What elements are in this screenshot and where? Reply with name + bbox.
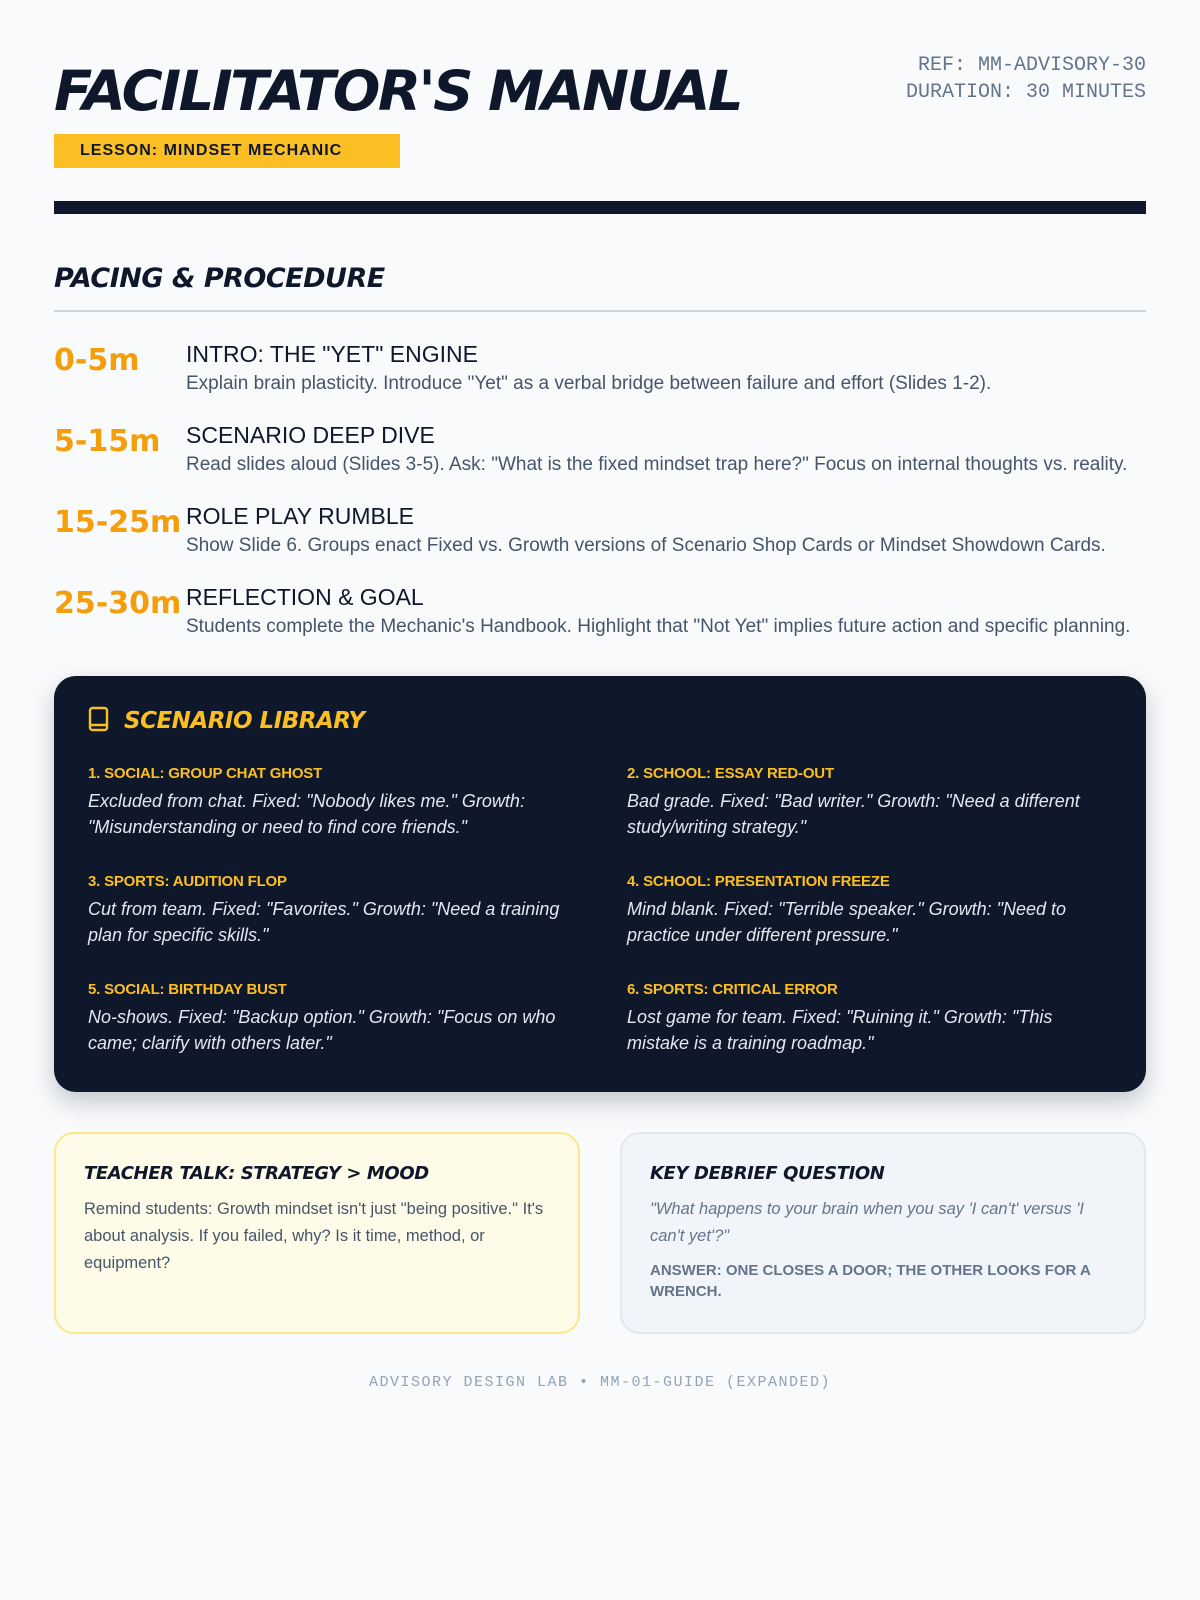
scenario-text: Mind blank. Fixed: "Terrible speaker." Growth: "Need to practice under different pressure." [627,899,1067,945]
section-divider [54,310,1146,312]
scenario-title: 5. SOCIAL: BIRTHDAY BUST [88,981,287,998]
debrief-box [620,1132,1146,1334]
callout-boxes [54,1132,1146,1334]
pacing-heading: ROLE PLAY RUMBLE [186,503,414,529]
scenario-card [627,980,1112,1056]
scenario-text: Lost game for team. Fixed: "Ruining it." Growth: "This mistake is a training roadmap." [627,1007,1053,1053]
pacing-list [54,340,1146,640]
pacing-row [54,502,1146,559]
pacing-description: Students complete the Mechanic's Handbook. Highlight that "Not Yet" implies future action and specific planning. [186,616,1131,637]
pacing-time: 15-25m [54,505,182,540]
header [54,0,1146,159]
lesson-badge: LESSON: MINDSET MECHANIC [54,134,400,168]
document-meta [906,52,1146,106]
teacher-talk-text: Remind students: Growth mindset isn't just "being positive." It's about analysis. If you failed, why? Is it time, method, or equipment? [84,1200,544,1272]
debrief-title: KEY DEBRIEF QUESTION [650,1163,885,1184]
pacing-time: 5-15m [54,424,161,459]
pacing-title: PACING & PROCEDURE [54,263,385,294]
pacing-row [54,421,1146,478]
scenario-card [88,764,573,840]
scenario-title: 1. SOCIAL: GROUP CHAT GHOST [88,765,323,782]
pacing-heading: REFLECTION & GOAL [186,584,424,610]
scenario-library [54,676,1146,1092]
scenario-card [88,980,573,1056]
pacing-section [54,262,1146,640]
page-title: FACILITATOR'S MANUAL [54,59,742,123]
footer: ADVISORY DESIGN LAB • MM-01-GUIDE (EXPANDED) [368,1374,832,1391]
pacing-row [54,340,1146,397]
debrief-answer: ANSWER: ONE CLOSES A DOOR; THE OTHER LOOKS FOR A WRENCH. [650,1262,1091,1300]
duration: DURATION: 30 MINUTES [905,81,1146,104]
book-icon [88,706,124,736]
pacing-row [54,583,1146,640]
pacing-heading: INTRO: THE "YET" ENGINE [186,341,478,367]
scenario-title: 3. SPORTS: AUDITION FLOP [88,873,287,890]
header-divider [54,201,1146,214]
scenario-text: Excluded from chat. Fixed: "Nobody likes me." Growth: "Misunderstanding or need to find core friends." [88,791,525,837]
scenario-title: 2. SCHOOL: ESSAY RED-OUT [627,765,834,782]
scenario-text: No-shows. Fixed: "Backup option." Growth: "Focus on who came; clarify with others later." [88,1007,556,1053]
pacing-time: 0-5m [54,343,140,378]
ref-code: REF: MM-ADVISORY-30 [917,54,1146,77]
pacing-heading: SCENARIO DEEP DIVE [186,422,435,448]
pacing-description: Read slides aloud (Slides 3-5). Ask: "What is the fixed mindset trap here?" Focus on internal thoughts vs. reality. [186,454,1128,475]
scenario-title: 4. SCHOOL: PRESENTATION FREEZE [627,873,890,890]
library-title: SCENARIO LIBRARY [124,708,365,734]
scenario-text: Bad grade. Fixed: "Bad writer." Growth: "Need a different study/writing strategy." [627,791,1080,837]
teacher-talk-box [54,1132,580,1334]
scenario-title: 6. SPORTS: CRITICAL ERROR [627,981,838,998]
scenario-card [88,872,573,948]
pacing-description: Explain brain plasticity. Introduce "Yet" as a verbal bridge between failure and effort (Slides 1-2). [186,373,992,394]
teacher-talk-title: TEACHER TALK: STRATEGY > MOOD [84,1163,429,1184]
scenario-card [627,764,1112,840]
pacing-time: 25-30m [54,586,182,621]
scenario-card [627,872,1112,948]
debrief-question: "What happens to your brain when you say 'I can't' versus 'I can't yet'?" [650,1200,1084,1245]
scenario-text: Cut from team. Fixed: "Favorites." Growth: "Need a training plan for specific skills." [88,899,560,945]
scenario-grid [88,764,1112,1056]
pacing-description: Show Slide 6. Groups enact Fixed vs. Growth versions of Scenario Shop Cards or Mindset Showdown Cards. [186,535,1106,556]
